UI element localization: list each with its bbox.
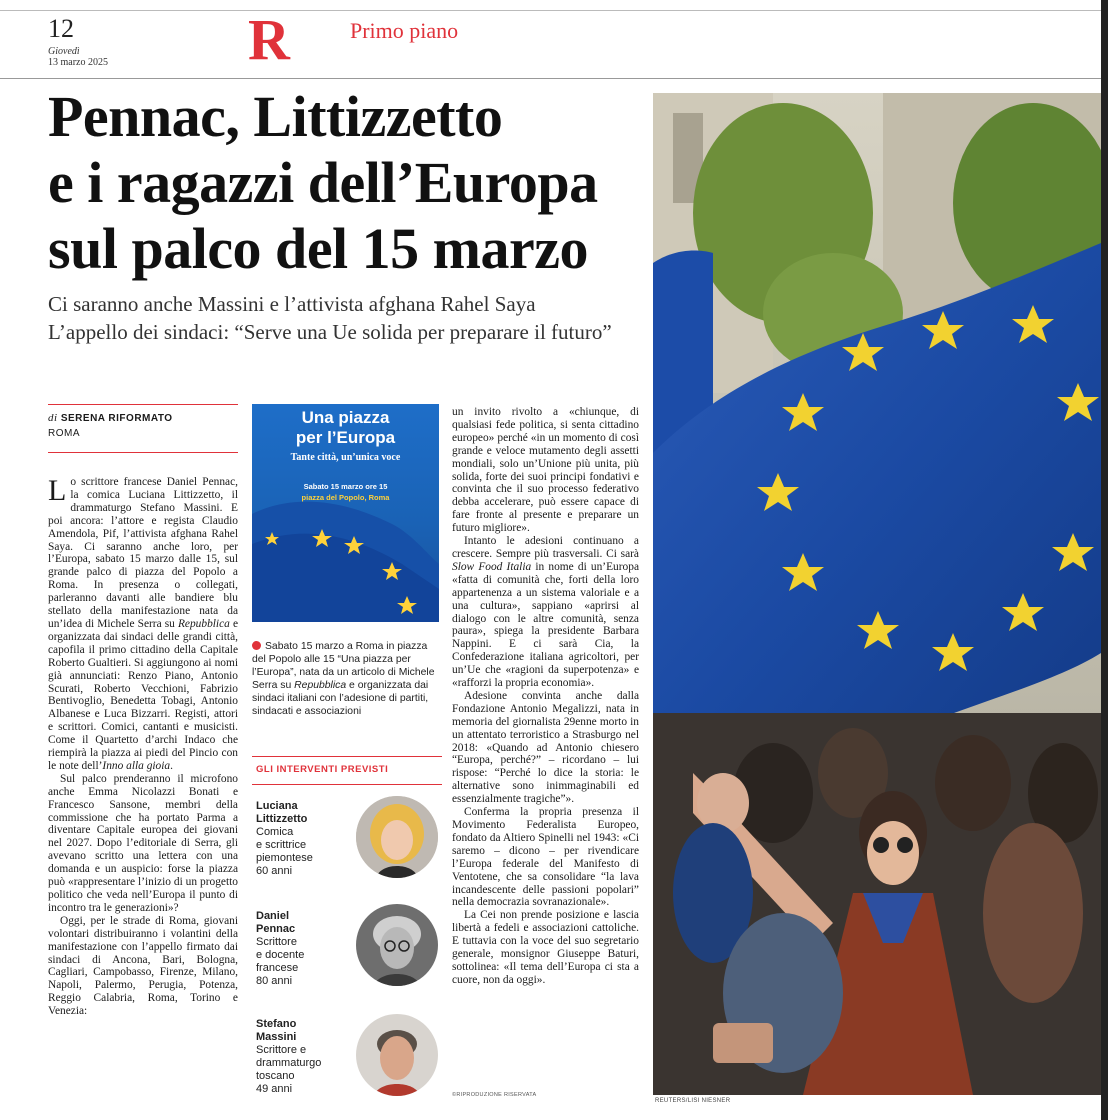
speaker-age: 49 anni	[256, 1083, 293, 1095]
paragraph: un invito rivolto a «chiunque, di qualsiasi fede politica, si senta cittadino europeo» perché «in un momento di così grande e veloce mutamento degli assetti mondiali, solo un’Unione più unita, più solida, forte dei suoi principi fondativi e convinta che il suo processo federativo debba accelerare, può essere capace di fare fronte al presente e preparare un futuro migliore».	[452, 406, 639, 535]
speaker-entry: Daniel Pennac Scrittore e docente francese 80 anni	[256, 910, 356, 988]
poster-place: piazza del Popolo, Roma	[301, 493, 390, 502]
paragraph: Intanto le adesioni continuano a crescere. Sempre più trasversali. Ci sarà Slow Food Italia in nome di un’Europa «fatta di comunità che, forti della loro appartenenza a un sistema valoriale e a una cultura», sappiano «aprirsi al dialogo con le altre comunità, senza paura», spiega la presidente Barbara Nappini. E ci sarà Cia, la Confederazione italiana agricoltori, per un’Ue che «ragioni da superpotenza» e «rafforzi la propria economia».	[452, 535, 639, 690]
speaker-first-name: Daniel	[256, 910, 290, 922]
dateline	[48, 46, 108, 68]
speaker-age: 80 anni	[256, 975, 293, 987]
poster-caption: Sabato 15 marzo a Roma in piazza del Popolo alle 15 “Una piazza per l’Europa”, nata da un articolo di Michele Serra su Repubblica e organizzata dai sindaci italiani con l’adesione di partiti, sindacati e associazioni	[252, 641, 435, 717]
page-number: 12	[48, 14, 74, 43]
speaker-first-name: Luciana	[256, 800, 298, 812]
subheadline	[48, 290, 648, 346]
date-label: 13 marzo 2025	[48, 57, 108, 68]
headline-line: Pennac, Littizzetto	[48, 84, 503, 149]
event-poster	[252, 404, 439, 622]
speaker-last-name: Pennac	[256, 923, 296, 935]
box-rule	[252, 756, 442, 757]
header-rule	[0, 78, 1108, 79]
speaker-last-name: Massini	[256, 1031, 297, 1043]
bullet-icon	[252, 641, 261, 650]
speaker-portrait	[356, 1014, 438, 1096]
subhead-line: L’appello dei sindaci: “Serve una Ue solida per preparare il futuro”	[48, 320, 612, 344]
poster-subtitle: Tante città, un’unica voce	[290, 452, 401, 463]
repubblica-logo: R	[248, 7, 290, 72]
article-column-1	[48, 476, 238, 1018]
photo-credit: REUTERS/LISI NIESNER	[655, 1098, 731, 1104]
top-rule	[0, 10, 1108, 11]
speaker-first-name: Stefano	[256, 1018, 297, 1030]
poster-title: Una piazza per l’Europa	[295, 408, 396, 447]
copyright-notice: ©RIPRODUZIONE RISERVATA	[452, 1092, 537, 1098]
paragraph: La Cei non prende posizione e lascia libertà a fedeli e associazioni cattoliche. E tuttavia con la voce del suo segretario generale, monsignor Giuseppe Baturi, sottolinea: «Il tema dell’Europa ci sta a cuore, non da oggi».	[452, 909, 639, 986]
eu-flag-illustration	[653, 93, 1101, 1095]
paragraph: Conferma la propria presenza il Movimento Federalista Europeo, fondato da Altiero Spinelli nel 1943: «Ci saremo – dicono – per rivendicare l’Europa federale del Manifesto di Ventotene, che sa consolidare “la lava incandescente delle passioni popolari” nella democrazia sovranazionale».	[452, 806, 639, 909]
headline-line: e i ragazzi dell’Europa	[48, 150, 598, 215]
drop-cap: L	[48, 474, 67, 507]
byline	[48, 412, 173, 424]
speaker-entry: Stefano Massini Scrittore e drammaturgo toscano 49 anni	[256, 1018, 356, 1096]
paragraph: Lo scrittore francese Daniel Pennac, la comica Luciana Littizzetto, il drammaturgo Stefano Massini. E poi ancora: l’attore e regista Claudio Amendola, Pif, l’attivista afghana Rahel Saya. Ci saranno anche loro, per l’Europa, sabato 15 marzo dalle 15, sul grande palco di piazza del Popolo a Roma. In presenza o collegati, parleranno davanti alle bandiere blu stellato della manifestazione nata da un’idea di Michele Serra su Repubblica e organizzata dai sindaci delle grandi città, capofila il primo cittadino della Capitale Roberto Gualtieri. Si aggiungono ai nomi già annunciati: Renzo Piano, Antonio Scurati, Roberto Vecchioni, Fabrizio Bentivoglio, Benedetta Tobagi, Antonio Albanese e Luca Bizzarri. Registi, attori e scrittori. Comici, cantanti e musicisti. Come il Quartetto d’archi Indaco che riempirà la piazza ai piedi del Pincio con le note dell’Inno alla gioia.	[48, 474, 239, 772]
headline-line: sul palco del 15 marzo	[48, 216, 588, 281]
section-title: Primo piano	[350, 18, 459, 43]
day-label: Giovedì	[48, 46, 80, 57]
article-column-3	[452, 406, 639, 987]
speaker-portrait	[356, 904, 438, 986]
paragraph: Adesione convinta anche dalla Fondazione Antonio Megalizzi, nata in memoria del giornalista 29enne morto in un attentato terroristico a Strasburgo nel 2018: «Quando ad Antonio chiesero “Europa, perché?” – ricordano – lui rispose: “Perché lo dice la storia: le alternative sono inimmaginabili ed essenzialmente tragiche”».	[452, 689, 639, 806]
byline-place: ROMA	[48, 428, 80, 439]
speaker-entry: Luciana Littizzetto Comica e scrittrice piemontese 60 anni	[256, 800, 356, 878]
subhead-line: Ci saranno anche Massini e l’attivista afghana Rahel Saya	[48, 292, 536, 316]
page-edge	[1101, 0, 1108, 1120]
byline-rule	[48, 404, 238, 405]
headline	[48, 84, 648, 282]
speaker-last-name: Littizzetto	[256, 813, 308, 825]
byline-rule	[48, 452, 238, 453]
speaker-portrait	[356, 796, 438, 878]
eu-flag-photo	[653, 93, 1101, 1095]
speaker-age: 60 anni	[256, 865, 293, 877]
paragraph: Oggi, per le strade di Roma, giovani volontari distribuiranno i volantini della manifestazione con l’appello firmato dai sindaci di Ancona, Bari, Bologna, Cagliari, Campobasso, Firenze, Milano, Napoli, Palermo, Perugia, Potenza, Reggio Calabria, Roma, Torino e Venezia:	[48, 914, 238, 1018]
speakers-box-title: GLI INTERVENTI PREVISTI	[256, 764, 389, 775]
author-name: SERENA RIFORMATO	[60, 413, 173, 424]
paragraph: Sul palco prenderanno il microfono anche Emma Nicolazzi Bonati e Francesco Sansone, membri della commissione che ha portato Parma a diventare Capitale europea dei giovani nel 2027. Dopo l’editoriale di Serra, gli avevano scritto una lettera con una domanda e un auspicio: forse la piazza può «rappresentare l’inizio di un progetto politico che veda nell’Europa il punto di incontro tra le generazioni»?	[48, 772, 238, 914]
box-rule	[252, 784, 442, 785]
byline-prefix: di	[48, 412, 58, 424]
poster-date: Sabato 15 marzo ore 15	[303, 482, 388, 491]
